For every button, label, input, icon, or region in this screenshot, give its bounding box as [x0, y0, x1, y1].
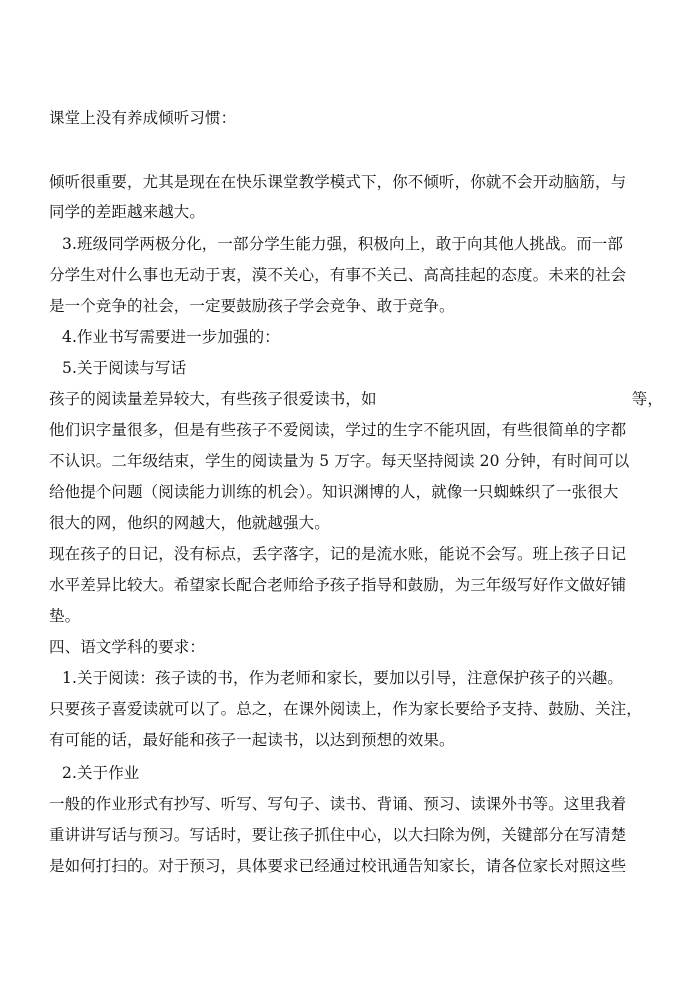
- text-line-heading-listening: 课堂上没有养成倾听习惯：: [49, 109, 237, 127]
- text-segment: 孩子的阅读量差异较大，有些孩子很爱读书，如: [49, 390, 377, 408]
- text-line-with-blank: [49, 389, 663, 409]
- text-line: 垫。: [49, 607, 81, 625]
- text-line: 有可能的话，最好能和孩子一起读书，以达到预想的效果。: [49, 731, 455, 749]
- text-line-item-3: 3.班级同学两极分化，一部分学生能力强，积极向上，敢于向其他人挑战。而一部: [62, 235, 623, 253]
- text-line: 重讲讲写话与预习。写话时，要让孩子抓住中心，以大扫除为例，关键部分在写清楚: [49, 826, 627, 844]
- text-line: 很大的网，他织的网越大，他就越强大。: [49, 514, 330, 532]
- text-line: 同学的差距越来越大。: [49, 203, 206, 221]
- text-line-item-1: 1.关于阅读：孩子读的书，作为老师和家长，要加以引导，注意保护孩子的兴趣。: [62, 669, 623, 687]
- text-line: 倾听很重要，尤其是现在在快乐课堂教学模式下，你不倾听，你就不会开动脑筋，与: [49, 173, 627, 191]
- text-segment: 等，: [631, 390, 663, 408]
- text-line: 分学生对什么事也无动于衷，漠不关心，有事不关己、高高挂起的态度。未来的社会: [49, 266, 627, 284]
- text-line: 不认识。二年级结束，学生的阅读量为 5 万字。每天坚持阅读 20 分钟，有时间可以: [49, 452, 630, 470]
- text-line: 他们识字量很多，但是有些孩子不爱阅读，学过的生字不能巩固，有些很简单的字都: [49, 421, 627, 439]
- section-heading: 四、语文学科的要求：: [49, 638, 206, 656]
- text-line: 是一个竞争的社会，一定要鼓励孩子学会竞争、敢于竞争。: [49, 297, 455, 315]
- text-line: 现在孩子的日记，没有标点，丢字落字，记的是流水账，能说不会写。班上孩子日记: [49, 545, 627, 563]
- text-line-item-2: 2.关于作业: [62, 764, 140, 782]
- text-line: 水平差异比较大。希望家长配合老师给予孩子指导和鼓励，为三年级写好作文做好铺: [49, 576, 627, 594]
- text-line: 一般的作业形式有抄写、听写、写句子、读书、背诵、预习、读课外书等。这里我着: [49, 795, 627, 813]
- text-line: 只要孩子喜爱读就可以了。总之，在课外阅读上，作为家长要给予支持、鼓励、关注，: [49, 700, 642, 718]
- text-line-item-5: 5.关于阅读与写话: [62, 359, 187, 377]
- text-line: 给他提个问题（阅读能力训练的机会）。知识渊博的人，就像一只蜘蛛织了一张很大: [49, 483, 619, 501]
- text-line-item-4: 4.作业书写需要进一步加强的：: [62, 328, 280, 346]
- text-line: 是如何打扫的。对于预习，具体要求已经通过校讯通告知家长，请各位家长对照这些: [49, 857, 627, 875]
